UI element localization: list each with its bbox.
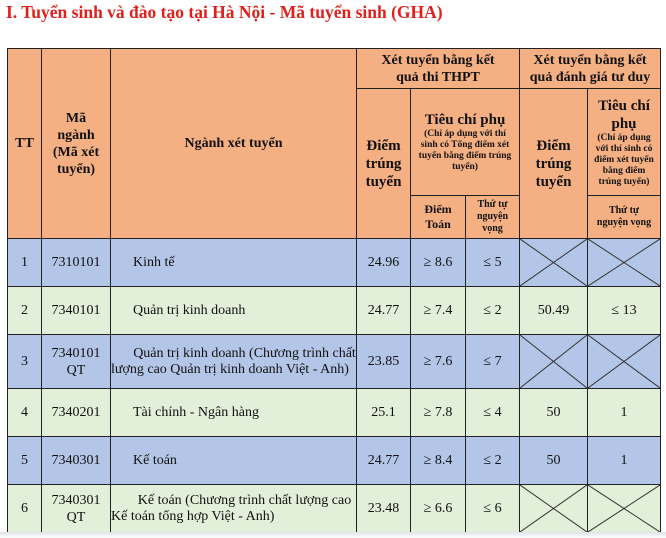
table-row: [8, 437, 661, 485]
cross-icon: [520, 335, 587, 388]
ma-nganh: 7340201: [51, 405, 101, 420]
cross-icon: [520, 239, 587, 286]
section-title: I. Tuyển sinh và đào tạo tại Hà Nội - Mã tuyển sinh (GHA): [6, 2, 443, 22]
cell-nv-thpt: ≤ 5: [466, 239, 520, 287]
cell-nganh: [111, 287, 357, 335]
bottom-fade: [0, 532, 666, 538]
tieu-chi-phu-note: (Chỉ áp dụng với thí sinh có điểm xét tuyển bằng điểm trúng tuyển): [594, 132, 654, 187]
cell-nganh: [111, 437, 357, 485]
cell-diem-thpt: 24.77: [357, 287, 411, 335]
cell-diem-tuduy: 50: [520, 389, 588, 437]
header-group-tuduy: Xét tuyển bằng kết quả đánh giá tư duy: [520, 49, 661, 89]
cell-diem-tuduy: 50: [520, 437, 588, 485]
table-row: [8, 389, 661, 437]
cell-tt: 4: [8, 389, 42, 437]
nganh-label: Kế toán: [133, 452, 177, 468]
cell-tt: 3: [8, 335, 42, 389]
table-row: [8, 287, 661, 335]
cell-ma: [42, 287, 111, 335]
header-group-thpt: Xét tuyển bằng kết quả thi THPT: [357, 49, 520, 89]
cell-diem-toan: ≥ 7.6: [411, 335, 466, 389]
header-thu-tu-nv-thpt: Thứ tự nguyện vọng: [466, 196, 520, 239]
nganh-label: Tài chính - Ngân hàng: [133, 404, 259, 420]
cell-diem-thpt: 23.85: [357, 335, 411, 389]
header-nganh: Ngành xét tuyển: [111, 49, 357, 239]
tieu-chi-phu-note: (Chỉ áp dụng với thí sinh có Tổng điểm xét tuyển bằng điểm trúng tuyển): [418, 129, 512, 172]
nganh-label: Kinh tế: [133, 254, 175, 270]
table-row: [8, 239, 661, 287]
cell-tt: 6: [8, 485, 42, 533]
cell-diem-tuduy-na: [520, 239, 588, 287]
ma-nganh: 7340301: [51, 492, 101, 508]
cell-ma: [42, 335, 111, 389]
cell-nganh: [111, 239, 357, 287]
ma-nganh: 7340101: [51, 303, 101, 318]
cell-tt: 5: [8, 437, 42, 485]
cell-nv-tuduy: 1: [588, 437, 661, 485]
cell-diem-thpt: 23.48: [357, 485, 411, 533]
cell-nv-tuduy: ≤ 13: [588, 287, 661, 335]
cell-nv-thpt: ≤ 6: [466, 485, 520, 533]
cell-diem-toan: ≥ 7.8: [411, 389, 466, 437]
table-row: [8, 485, 661, 533]
cell-diem-toan: ≥ 7.4: [411, 287, 466, 335]
cell-tt: 2: [8, 287, 42, 335]
cross-icon: [520, 485, 587, 532]
header-thu-tu-nv-tuduy: Thứ tự nguyện vọng: [588, 196, 661, 239]
header-diem-toan: Điểm Toán: [411, 196, 466, 239]
cell-diem-toan: ≥ 8.4: [411, 437, 466, 485]
cell-diem-tuduy-na: [520, 335, 588, 389]
table-row: [8, 335, 661, 389]
cell-ma: [42, 437, 111, 485]
tieu-chi-phu-label: Tiêu chí phụ: [598, 97, 650, 132]
header-ma-nganh: Mã ngành (Mã xét tuyển): [42, 49, 111, 239]
cross-icon: [588, 335, 660, 388]
ma-nganh-suffix: QT: [66, 509, 86, 525]
header-tt: TT: [8, 49, 42, 239]
cell-diem-thpt: 24.77: [357, 437, 411, 485]
cell-nganh: [111, 335, 357, 389]
cross-icon: [588, 239, 660, 286]
ma-nganh: 7310101: [51, 255, 101, 270]
cell-nv-tuduy: 1: [588, 389, 661, 437]
cell-nv-thpt: ≤ 2: [466, 287, 520, 335]
header-tieu-chi-phu-tuduy: [588, 89, 661, 196]
cell-nv-thpt: ≤ 2: [466, 437, 520, 485]
nganh-label: Kế toán (Chương trình chất lượng cao Kế toán tổng hợp Việt - Anh): [111, 492, 352, 524]
nganh-label: Quản trị kinh doanh: [133, 302, 246, 318]
cell-diem-tuduy-na: [520, 485, 588, 533]
cell-diem-thpt: 24.96: [357, 239, 411, 287]
cell-nganh: [111, 485, 357, 533]
cell-diem-toan: ≥ 8.6: [411, 239, 466, 287]
cell-tt: 1: [8, 239, 42, 287]
cell-diem-thpt: 25.1: [357, 389, 411, 437]
cell-ma: [42, 485, 111, 533]
header-tieu-chi-phu-thpt: [411, 89, 520, 196]
cell-nv-tuduy-na: [588, 335, 661, 389]
cell-nv-thpt: ≤ 7: [466, 335, 520, 389]
cell-ma: [42, 239, 111, 287]
tieu-chi-phu-label: Tiêu chí phụ: [424, 112, 506, 128]
cell-ma: [42, 389, 111, 437]
cell-nv-tuduy-na: [588, 485, 661, 533]
cell-nv-thpt: ≤ 4: [466, 389, 520, 437]
header-diem-trung-tuyen-thpt: Điểm trúng tuyển: [357, 89, 411, 239]
nganh-label: Quản trị kinh doanh (Chương trình chất lượng cao Quản trị kinh doanh Việt - Anh): [111, 345, 356, 377]
cell-diem-tuduy: 50.49: [520, 287, 588, 335]
cell-nganh: [111, 389, 357, 437]
ma-nganh: 7340301: [51, 453, 101, 468]
cell-nv-tuduy-na: [588, 239, 661, 287]
admission-table: [7, 48, 661, 533]
ma-nganh: 7340101: [51, 345, 101, 361]
header-diem-trung-tuyen-tuduy: Điểm trúng tuyển: [520, 89, 588, 239]
cell-diem-toan: ≥ 6.6: [411, 485, 466, 533]
cross-icon: [588, 485, 660, 532]
ma-nganh-suffix: QT: [66, 362, 86, 378]
